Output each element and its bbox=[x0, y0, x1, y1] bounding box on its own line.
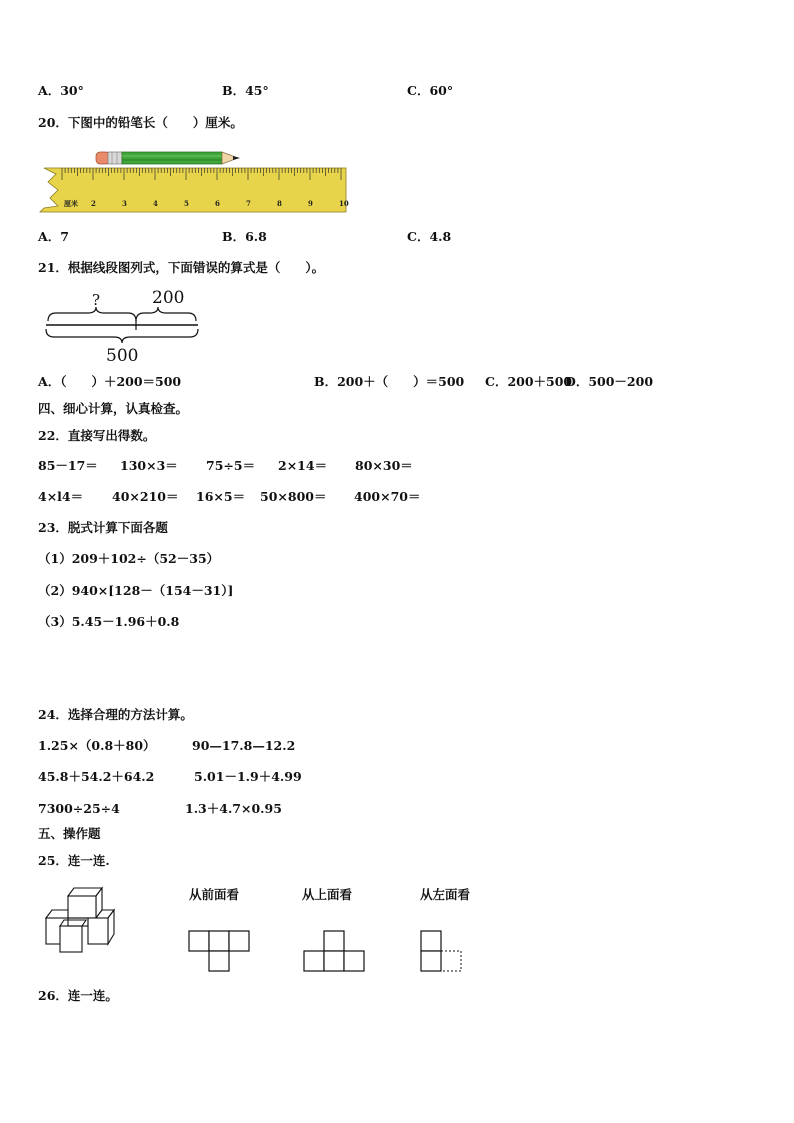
q22-r1-item: 75÷5＝ bbox=[206, 458, 256, 473]
pencil-ruler-figure bbox=[38, 148, 348, 214]
q20-option-c: C．4.8 bbox=[407, 229, 452, 244]
q25-label-top: 从上面看 bbox=[302, 887, 353, 902]
q22-r1-item: 85－17＝ bbox=[38, 458, 98, 473]
q22-r2-item: 16×5＝ bbox=[196, 489, 246, 504]
ruler-number: 2 bbox=[91, 199, 96, 208]
q25-label-left: 从左面看 bbox=[420, 887, 471, 902]
ruler-number: 3 bbox=[122, 199, 127, 208]
view-top[interactable] bbox=[302, 929, 368, 975]
q23-stem: 23．脱式计算下面各题 bbox=[38, 520, 168, 535]
ruler-number: 4 bbox=[153, 199, 158, 208]
q24-item: 7300÷25÷4 bbox=[38, 801, 120, 816]
line-segment-diagram bbox=[42, 287, 212, 367]
total-label: 500 bbox=[106, 346, 139, 366]
q19-option-c: C．60° bbox=[407, 83, 454, 98]
view-left[interactable] bbox=[419, 929, 465, 975]
q19-option-a: A．30° bbox=[38, 83, 84, 98]
q20-option-a: A．7 bbox=[38, 229, 69, 244]
ruler-number: 8 bbox=[277, 199, 282, 208]
q22-r2-item: 50×800＝ bbox=[260, 489, 327, 504]
ruler-unit-label: 厘米 bbox=[64, 199, 78, 208]
q21-option-a: A．（ ）＋200＝500 bbox=[38, 374, 182, 389]
q22-r1-item: 2×14＝ bbox=[278, 458, 328, 473]
q24-item: 1.25×（0.8＋80） bbox=[38, 738, 156, 753]
q19-option-b: B．45° bbox=[222, 83, 269, 98]
section4-title: 四、细心计算，认真检查。 bbox=[38, 401, 189, 416]
q25-stem: 25．连一连. bbox=[38, 853, 110, 868]
q24-item: 5.01－1.9＋4.99 bbox=[194, 769, 302, 784]
q23-item-1: （1）209＋102÷（52－35） bbox=[38, 551, 220, 566]
q24-stem: 24．选择合理的方法计算。 bbox=[38, 707, 193, 722]
q22-r2-item: 4×l4＝ bbox=[38, 489, 84, 504]
ruler-number: 10 bbox=[339, 199, 349, 208]
q24-item: 45.8＋54.2＋64.2 bbox=[38, 769, 155, 784]
q23-item-3: （3）5.45－1.96＋0.8 bbox=[38, 614, 180, 629]
q21-option-c: C．200＋500 bbox=[485, 374, 573, 389]
q22-r1-item: 130×3＝ bbox=[120, 458, 178, 473]
q24-item: 90—17.8—12.2 bbox=[192, 738, 296, 753]
unknown-label: ? bbox=[92, 291, 101, 309]
ruler-number: 6 bbox=[215, 199, 220, 208]
q22-r1-item: 80×30＝ bbox=[355, 458, 413, 473]
q22-r2-item: 40×210＝ bbox=[112, 489, 179, 504]
q21-option-b: B．200＋（ ）＝500 bbox=[314, 374, 465, 389]
q22-stem: 22．直接写出得数。 bbox=[38, 428, 156, 443]
q22-r2-item: 400×70＝ bbox=[354, 489, 421, 504]
ruler-number: 7 bbox=[246, 199, 251, 208]
q20-option-b: B．6.8 bbox=[222, 229, 267, 244]
section5-title: 五、操作题 bbox=[38, 826, 101, 841]
cube-stack-figure bbox=[42, 884, 142, 954]
q23-item-2: （2）940×[128－（154－31）] bbox=[38, 583, 234, 598]
view-front[interactable] bbox=[187, 929, 253, 975]
ruler-number: 5 bbox=[184, 199, 189, 208]
q24-item: 1.3＋4.7×0.95 bbox=[185, 801, 282, 816]
q25-label-front: 从前面看 bbox=[189, 887, 240, 902]
q21-stem: 21．根据线段图列式，下面错误的算式是（ ）。 bbox=[38, 260, 325, 275]
q21-option-d: D．500－200 bbox=[565, 374, 654, 389]
pencil-icon bbox=[96, 152, 240, 164]
ruler-number: 9 bbox=[308, 199, 313, 208]
part-label: 200 bbox=[152, 288, 185, 308]
q26-stem: 26．连一连。 bbox=[38, 988, 118, 1003]
q20-stem: 20．下图中的铅笔长（ ）厘米。 bbox=[38, 115, 243, 130]
